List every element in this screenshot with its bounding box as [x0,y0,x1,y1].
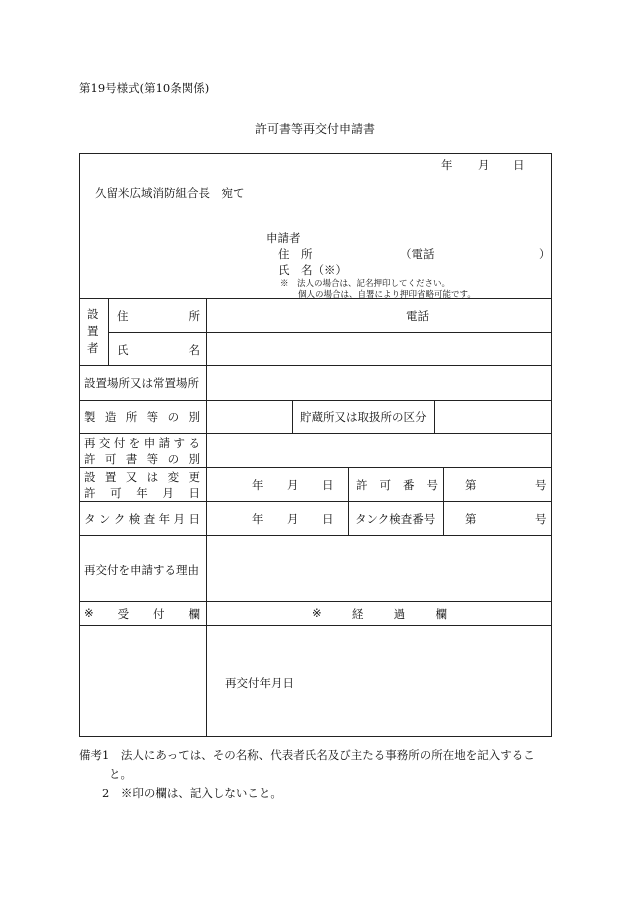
permit-no-prefix: 第 [465,478,477,492]
facility-type-label: 製 造 所 等 の 別 [84,410,200,424]
permit-date-label-1: 設 置 又 は 変 更 [84,470,200,484]
permit-no-label: 許 可 番 号 [356,478,438,492]
applicant-note-1: ※ 法人の場合は、記名押印してください。 [280,279,451,289]
tank-date-year: 年 [252,512,264,526]
permit-date-label-2: 許 可 年 月 日 [84,486,200,500]
installer-name-label: 氏 名 [117,343,200,357]
date-month-label: 月 [478,158,490,172]
reissue-doc-label-1: 再 交 付 を 申 請 す る [84,436,200,450]
permit-no-suffix: 号 [535,478,547,492]
notes [79,746,535,803]
permit-date-day: 日 [322,478,334,492]
applicant-phone-close: ） [539,247,551,261]
applicant-name-label: 氏 名（※） [278,263,347,277]
installer-phone-label: 電話 [406,309,429,323]
reissue-doc-label-2: 許 可 書 等 の 別 [84,452,200,466]
note-1-continued: と。 [109,767,132,781]
reception-label: ※ 受 付 欄 [84,606,200,621]
installer-label: 設 置 者 [87,307,99,355]
tank-date-day: 日 [322,512,334,526]
storage-class-label: 貯蔵所又は取扱所の区分 [300,410,427,424]
tank-no-label: タンク検査番号 [355,512,436,526]
form-title: 許可書等再交付申請書 [254,122,375,136]
reason-label: 再交付を申請する理由 [84,563,199,577]
installer-address-label: 住 所 [117,309,200,323]
form-number: 第19号様式(第10条関係) [79,81,210,95]
tank-no-prefix: 第 [465,512,477,526]
permit-date-month: 月 [287,478,299,492]
date-year-label: 年 [441,158,453,172]
permit-date-year: 年 [252,478,264,492]
tank-date-month: 月 [287,512,299,526]
applicant-label: 申請者 [266,231,301,245]
tank-no-suffix: 号 [535,512,547,526]
note-1: 備考1 法人にあっては、その名称、代表者氏名及び主たる事務所の所在地を記入するこ [79,748,535,762]
addressee: 久留米広域消防組合長 宛て [95,186,245,200]
tank-date-label: タ ン ク 検 査 年 月 日 [84,512,200,526]
reissue-date-label: 再交付年月日 [225,676,294,690]
progress-label: ※ 経 過 欄 [312,606,447,621]
note-2: 2 ※印の欄は、記入しないこと。 [102,786,282,800]
location-label: 設置場所又は常置場所 [84,376,199,390]
applicant-note-2: 個人の場合は、自署により押印省略可能です。 [298,290,476,300]
applicant-address-label: 住 所 [278,247,313,261]
applicant-phone-label: （電話 [400,247,435,261]
date-day-label: 日 [513,158,525,172]
